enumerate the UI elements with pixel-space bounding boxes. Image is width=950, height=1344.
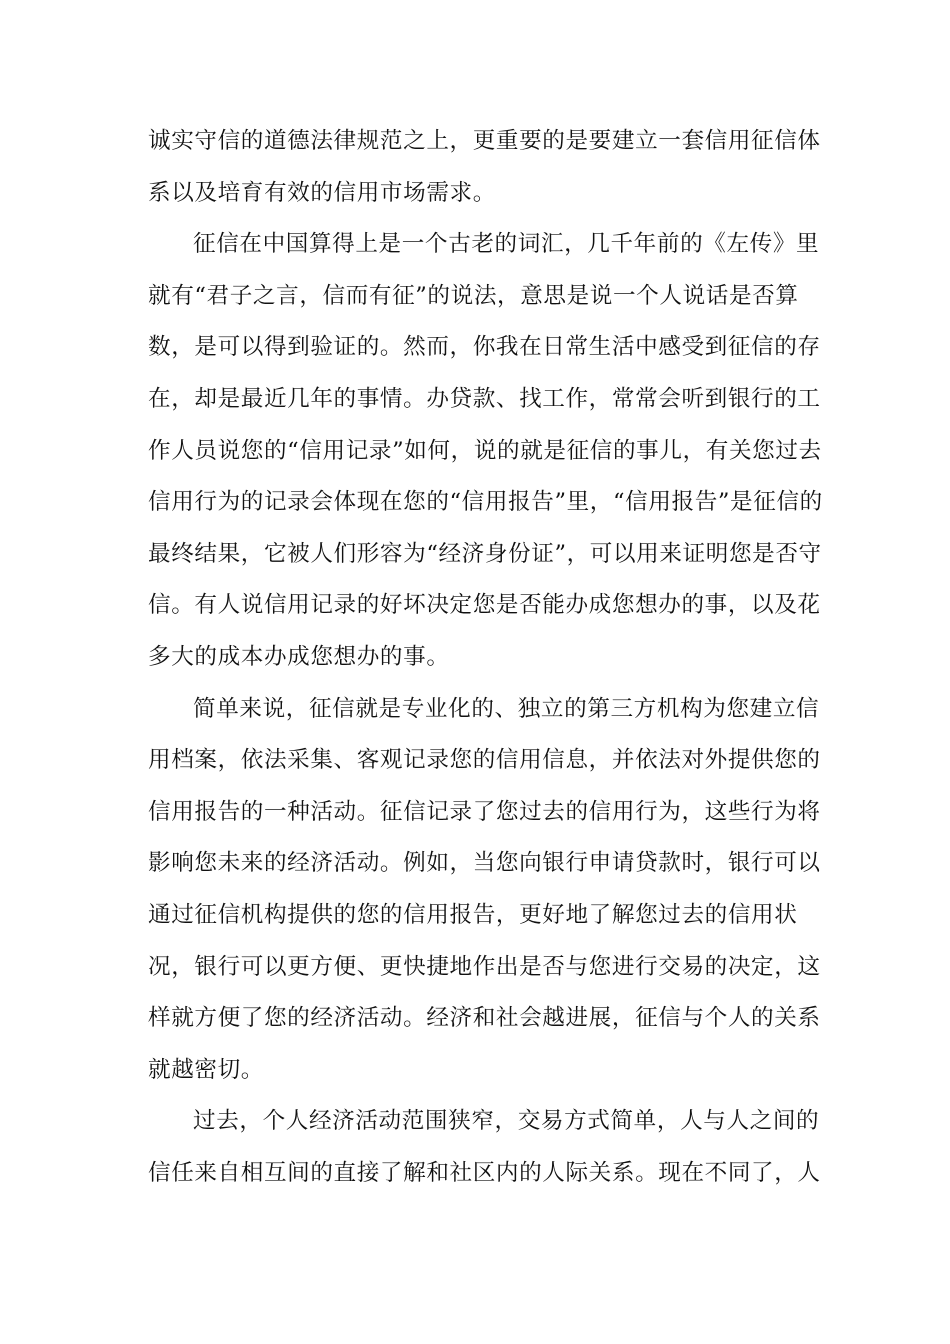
text-line: 多大的成本办成您想办的事。 <box>148 643 450 670</box>
text-line: 最终结果，它被人们形容为“经济身份证”，可以用来证明您是否守 <box>148 540 822 567</box>
text-line: 信任来自相互间的直接了解和社区内的人际关系。现在不同了，人 <box>148 1159 821 1186</box>
text-line: 信。有人说信用记录的好坏决定您是否能办成您想办的事，以及花 <box>148 592 821 619</box>
text-line: 诚实守信的道德法律规范之上，更重要的是要建立一套信用征信体 <box>148 128 821 154</box>
text-line: 信用报告的一种活动。征信记录了您过去的信用行为，这些行为将 <box>148 798 821 825</box>
text-line: 影响您未来的经济活动。例如，当您向银行申请贷款时，银行可以 <box>148 850 821 877</box>
text-line: 况，银行可以更方便、更快捷地作出是否与您进行交易的决定，这 <box>148 953 821 980</box>
text-line: 作人员说您的“信用记录”如何，说的就是征信的事儿，有关您过去 <box>148 437 822 464</box>
body-text <box>148 116 823 1199</box>
text-line: 用档案，依法采集、客观记录您的信用信息，并依法对外提供您的 <box>148 747 821 774</box>
text-line: 在，却是最近几年的事情。办贷款、找工作，常常会听到银行的工 <box>148 385 821 412</box>
text-line: 系以及培育有效的信用市场需求。 <box>148 179 496 206</box>
text-line: 样就方便了您的经济活动。经济和社会越进展，征信与个人的关系 <box>148 1005 821 1032</box>
text-line: 信用行为的记录会体现在您的“信用报告”里，“信用报告”是征信的 <box>148 489 823 516</box>
text-line: 通过征信机构提供的您的信用报告，更好地了解您过去的信用状 <box>148 901 798 928</box>
text-line: 就有“君子之言，信而有征”的说法，意思是说一个人说话是否算 <box>148 282 799 309</box>
text-line: 征信在中国算得上是一个古老的词汇，几千年前的《左传》里 <box>193 231 820 258</box>
text-line: 数，是可以得到验证的。然而，你我在日常生活中感受到征信的存 <box>148 334 821 361</box>
text-line: 过去，个人经济活动范围狭窄，交易方式简单，人与人之间的 <box>193 1108 820 1135</box>
text-line: 就越密切。 <box>148 1056 264 1083</box>
text-line: 简单来说，征信就是专业化的、独立的第三方机构为您建立信 <box>193 695 820 722</box>
